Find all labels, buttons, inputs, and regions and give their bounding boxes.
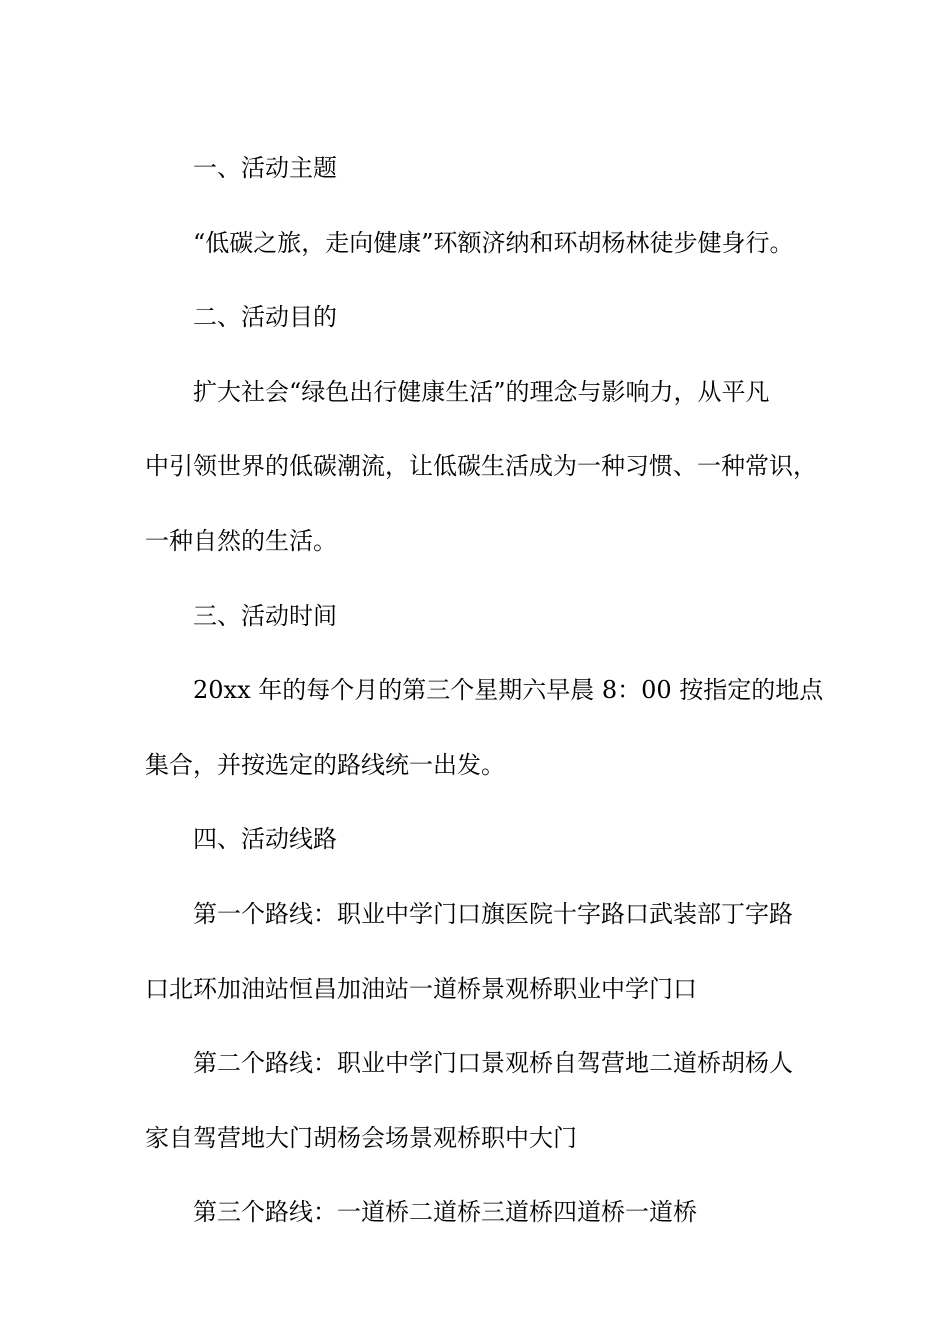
heading-activity-theme: 一、活动主题 [193,154,337,182]
paragraph-theme-line-1: “低碳之旅，走向健康”环额济纳和环胡杨林徒步健身行。 [193,228,794,257]
paragraph-route3-line-1: 第三个路线：一道桥二道桥三道桥四道桥一道桥 [193,1198,697,1227]
paragraph-route1-line-2: 口北环加油站恒昌加油站一道桥景观桥职业中学门口 [145,974,697,1003]
document-body [145,131,825,1250]
paragraph-purpose-line-2: 中引领世界的低碳潮流，让低碳生活成为一种习惯、一种常识， [145,452,817,481]
heading-activity-time: 三、活动时间 [193,601,337,630]
paragraph-time-line-2: 集合，并按选定的路线统一出发。 [145,750,505,779]
paragraph-purpose-line-3: 一种自然的生活。 [145,526,337,555]
heading-activity-route: 四、活动线路 [193,825,337,854]
paragraph-route2-line-1: 第二个路线：职业中学门口景观桥自驾营地二道桥胡杨人 [193,1049,793,1078]
paragraph-time-line-1: 20xx 年的每个月的第三个星期六早晨 8：00 按指定的地点 [193,676,824,705]
paragraph-purpose-line-1: 扩大社会“绿色出行健康生活”的理念与影响力，从平凡 [193,377,770,406]
heading-activity-purpose: 二、活动目的 [193,303,337,332]
paragraph-route1-line-1: 第一个路线：职业中学门口旗医院十字路口武装部丁字路 [193,899,793,928]
paragraph-route2-line-2: 家自驾营地大门胡杨会场景观桥职中大门 [145,1123,577,1152]
